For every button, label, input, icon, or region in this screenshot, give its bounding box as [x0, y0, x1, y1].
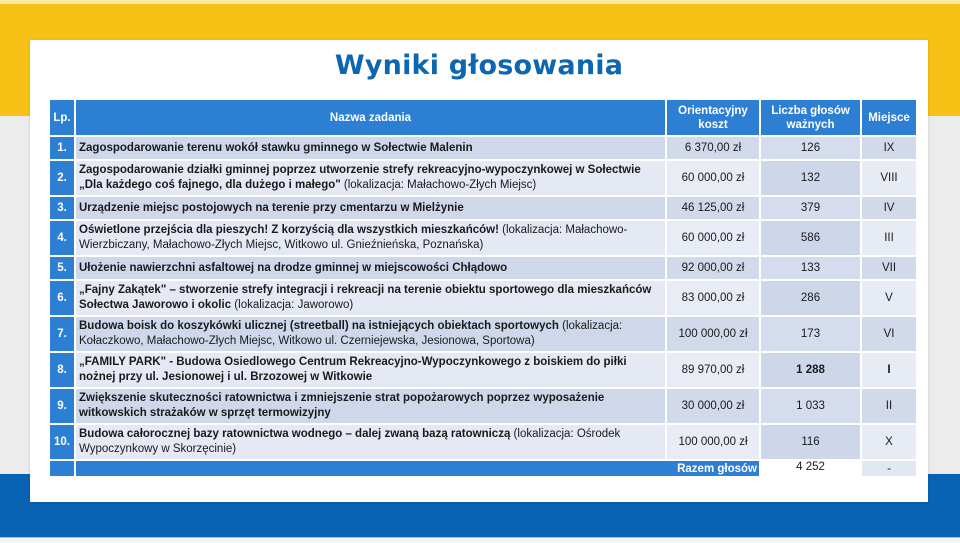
row-lp: 3.: [50, 197, 74, 219]
task-name-bold: Ułożenie nawierzchni asfaltowej na drodze gminnej w miejscowości Chłądowo: [79, 261, 508, 274]
row-cost: 83 000,00 zł: [667, 281, 759, 315]
table-row: [50, 353, 916, 387]
task-name-location: (lokalizacja: Kołaczkowo, Małachowo-Złych Miejsc, Witkowo ul. Czerniejewska, Jesionowa, Sportowa): [79, 320, 623, 347]
row-task-name: [76, 281, 665, 315]
header-name: Nazwa zadania: [76, 100, 665, 135]
table-header-row: [50, 100, 916, 135]
row-lp: 2.: [50, 161, 74, 195]
row-votes: 173: [761, 317, 860, 351]
task-name-bold: „FAMILY PARK" - Budowa Osiedlowego Centrum Rekreacyjno-Wypoczynkowego z boiskiem do piłki nożnej przy ul. Jesionowej i ul. Brzozowej w Witkowie: [79, 356, 627, 383]
row-cost: 30 000,00 zł: [667, 389, 759, 423]
table-row: [50, 257, 916, 279]
task-name-bold: Budowa całorocznej bazy ratownictwa wodnego – dalej zwaną bazą ratowniczą: [79, 428, 511, 440]
row-cost: 46 125,00 zł: [667, 197, 759, 219]
top-band-edge: [0, 0, 960, 4]
page-title: Wyniki głosowania: [334, 50, 624, 81]
header-place: Miejsce: [862, 100, 916, 135]
task-name-location: (lokalizacja: Jaworowo): [231, 299, 354, 311]
row-place: IX: [862, 137, 916, 159]
task-name-location: (lokalizacja: Małachowo-Złych Miejsc): [340, 179, 537, 191]
task-name-bold: Zagospodarowanie działki gminnej poprzez utworzenie strefy rekreacyjno-wypoczynkowej w Sołectwie „Dla każdego coś fajnego, dla dużego i małego": [79, 164, 641, 191]
row-place: III: [862, 221, 916, 255]
table-row: [50, 389, 916, 423]
total-votes: 4 252: [761, 461, 860, 476]
total-place: -: [862, 461, 916, 476]
table-row: [50, 425, 916, 459]
row-task-name: [76, 389, 665, 423]
row-lp: 6.: [50, 281, 74, 315]
row-votes: 286: [761, 281, 860, 315]
task-name-bold: Zwiększenie skuteczności ratownictwa i zmniejszenie strat popożarowych poprzez wyposażenie witkowskich strażaków w sprzęt termowizyjny: [79, 392, 605, 419]
row-task-name: [76, 197, 665, 219]
table-row: [50, 281, 916, 315]
row-task-name: [76, 317, 665, 351]
row-cost: 60 000,00 zł: [667, 221, 759, 255]
row-place: II: [862, 389, 916, 423]
total-row: [50, 461, 916, 476]
row-task-name: [76, 425, 665, 459]
row-cost: 60 000,00 zł: [667, 161, 759, 195]
row-lp: 8.: [50, 353, 74, 387]
row-place: V: [862, 281, 916, 315]
row-task-name: [76, 257, 665, 279]
table-row: [50, 137, 916, 159]
row-votes: 379: [761, 197, 860, 219]
row-votes: 1 033: [761, 389, 860, 423]
row-lp: 4.: [50, 221, 74, 255]
header-cost: Orientacyjny koszt: [667, 100, 759, 135]
row-lp: 5.: [50, 257, 74, 279]
row-cost: 89 970,00 zł: [667, 353, 759, 387]
row-task-name: [76, 161, 665, 195]
row-votes: 126: [761, 137, 860, 159]
task-name-bold: Zagospodarowanie terenu wokół stawku gminnego w Sołectwie Malenin: [79, 141, 473, 154]
row-task-name: [76, 137, 665, 159]
results-table: [48, 98, 918, 478]
bottom-band-edge: [0, 537, 960, 543]
task-name-bold: Urządzenie miejsc postojowych na terenie przy cmentarzu w Mielżynie: [79, 201, 464, 214]
row-task-name: [76, 221, 665, 255]
results-card: [30, 40, 928, 502]
row-lp: 9.: [50, 389, 74, 423]
row-votes: 133: [761, 257, 860, 279]
task-name-bold: Budowa boisk do koszykówki ulicznej (streetball) na istniejących obiektach sportowych: [79, 320, 559, 332]
row-place: VI: [862, 317, 916, 351]
row-cost: 92 000,00 zł: [667, 257, 759, 279]
task-name-location: (lokalizacja: Ośrodek Wypoczynkowy w Skorzęcinie): [79, 428, 621, 455]
row-lp: 10.: [50, 425, 74, 459]
row-cost: 6 370,00 zł: [667, 137, 759, 159]
row-votes: 116: [761, 425, 860, 459]
row-lp: 7.: [50, 317, 74, 351]
row-place: IV: [862, 197, 916, 219]
table-row: [50, 161, 916, 195]
row-votes: 132: [761, 161, 860, 195]
row-cost: 100 000,00 zł: [667, 317, 759, 351]
task-name-bold: Oświetlone przejścia dla pieszych! Z korzyścią dla wszystkich mieszkańców!: [79, 224, 499, 236]
row-place: VII: [862, 257, 916, 279]
task-name-location: (lokalizacja: Małachowo-Wierzbiczany, Małachowo-Złych Miejsc, Witkowo ul. Gnieźnieńska, Poznańska): [79, 224, 628, 251]
task-name-bold: „Fajny Zakątek" – stworzenie strefy integracji i rekreacji na terenie obiektu sportowego dla mieszkańców Sołectwa Jaworowo i okolic: [79, 284, 652, 311]
table-row: [50, 317, 916, 351]
row-votes: 586: [761, 221, 860, 255]
total-row-filler: [50, 461, 74, 476]
total-label: Razem głosów: [76, 461, 759, 476]
table-row: [50, 197, 916, 219]
table-row: [50, 221, 916, 255]
header-votes: Liczba głosów ważnych: [761, 100, 860, 135]
row-place: I: [862, 353, 916, 387]
row-votes: 1 288: [761, 353, 860, 387]
header-lp: Lp.: [50, 100, 74, 135]
row-place: X: [862, 425, 916, 459]
row-lp: 1.: [50, 137, 74, 159]
row-task-name: [76, 353, 665, 387]
row-cost: 100 000,00 zł: [667, 425, 759, 459]
row-place: VIII: [862, 161, 916, 195]
